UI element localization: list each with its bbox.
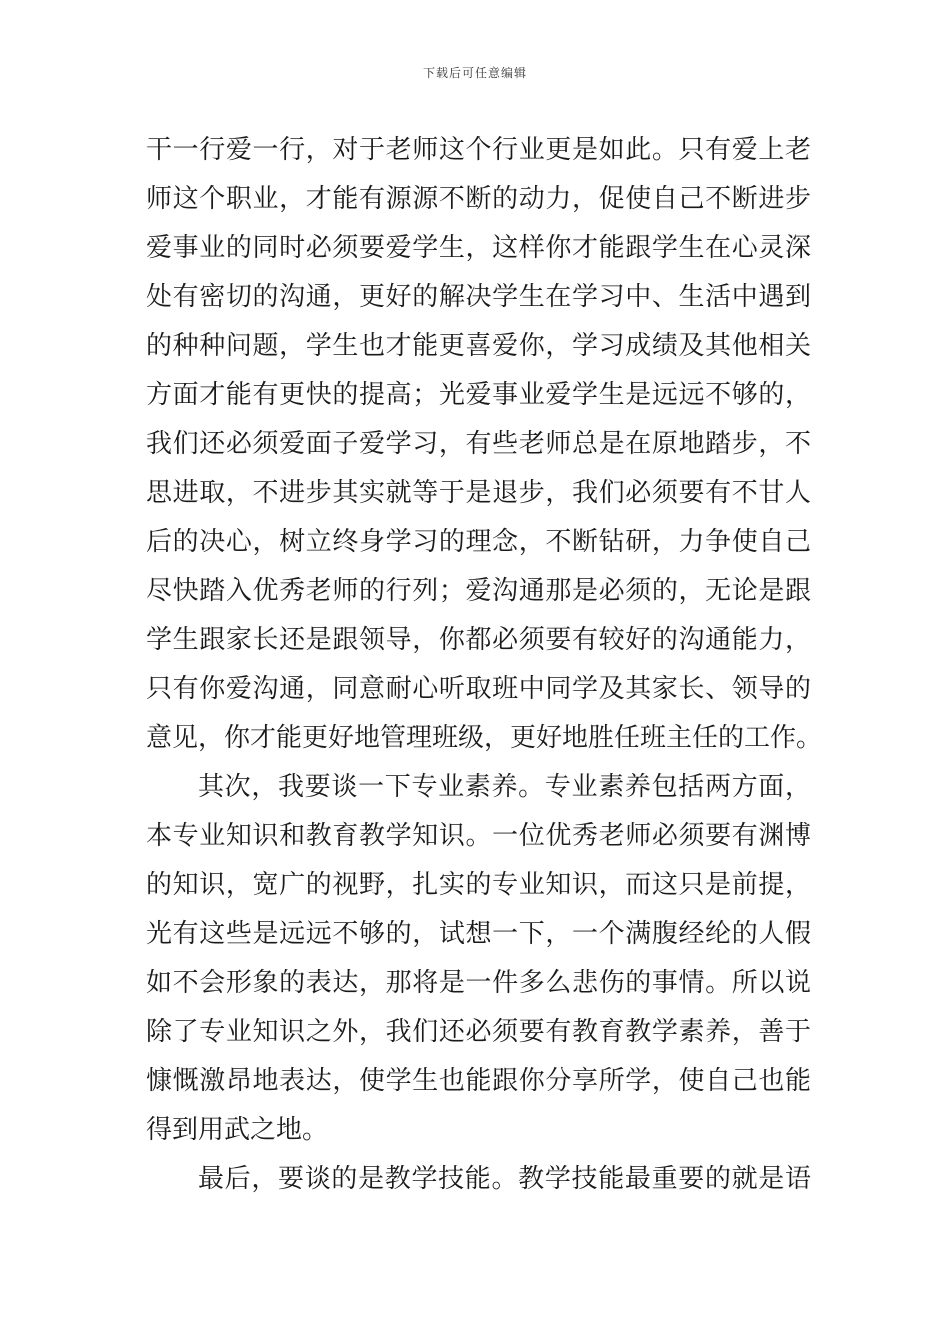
text-line: 最后，要谈的是教学技能。教学技能最重要的就是语 [198, 1164, 811, 1194]
text-line: 除了专业知识之外，我们还必须要有教育教学素养，善于 [146, 1017, 811, 1047]
text-line: 其次，我要谈一下专业素养。专业素养包括两方面， [198, 772, 811, 802]
text-line: 的种种问题，学生也才能更喜爱你，学习成绩及其他相关 [146, 331, 811, 361]
text-line: 师这个职业，才能有源源不断的动力，促使自己不断进步 [146, 184, 811, 214]
text-line: 尽快踏入优秀老师的行列；爱沟通那是必须的，无论是跟 [146, 576, 811, 606]
document-body [146, 126, 823, 1204]
text-line: 学生跟家长还是跟领导，你都必须要有较好的沟通能力， [146, 625, 811, 655]
text-line: 爱事业的同时必须要爱学生，这样你才能跟学生在心灵深 [146, 233, 811, 263]
text-line: 本专业知识和教育教学知识。一位优秀老师必须要有渊博 [146, 821, 811, 851]
text-line: 只有你爱沟通，同意耐心听取班中同学及其家长、领导的 [146, 674, 811, 704]
page-header: 下载后可任意编辑 [422, 66, 527, 80]
text-line: 意见，你才能更好地管理班级，更好地胜任班主任的工作。 [146, 723, 823, 753]
text-line: 干一行爱一行，对于老师这个行业更是如此。只有爱上老 [146, 135, 811, 165]
text-line: 的知识，宽广的视野，扎实的专业知识，而这只是前提， [146, 870, 811, 900]
text-line: 如不会形象的表达，那将是一件多么悲伤的事情。所以说 [146, 968, 811, 998]
text-line: 处有密切的沟通，更好的解决学生在学习中、生活中遇到 [146, 282, 811, 312]
text-line: 得到用武之地。 [146, 1115, 329, 1145]
text-line: 我们还必须爱面子爱学习，有些老师总是在原地踏步，不 [146, 429, 811, 459]
text-line: 后的决心，树立终身学习的理念，不断钻研，力争使自己 [146, 527, 811, 557]
text-line: 慷慨激昂地表达，使学生也能跟你分享所学，使自己也能 [146, 1066, 811, 1096]
text-line: 光有这些是远远不够的，试想一下，一个满腹经纶的人假 [146, 919, 811, 949]
text-line: 思进取，不进步其实就等于是退步，我们必须要有不甘人 [146, 478, 811, 508]
text-line: 方面才能有更快的提高；光爱事业爱学生是远远不够的， [146, 380, 811, 410]
